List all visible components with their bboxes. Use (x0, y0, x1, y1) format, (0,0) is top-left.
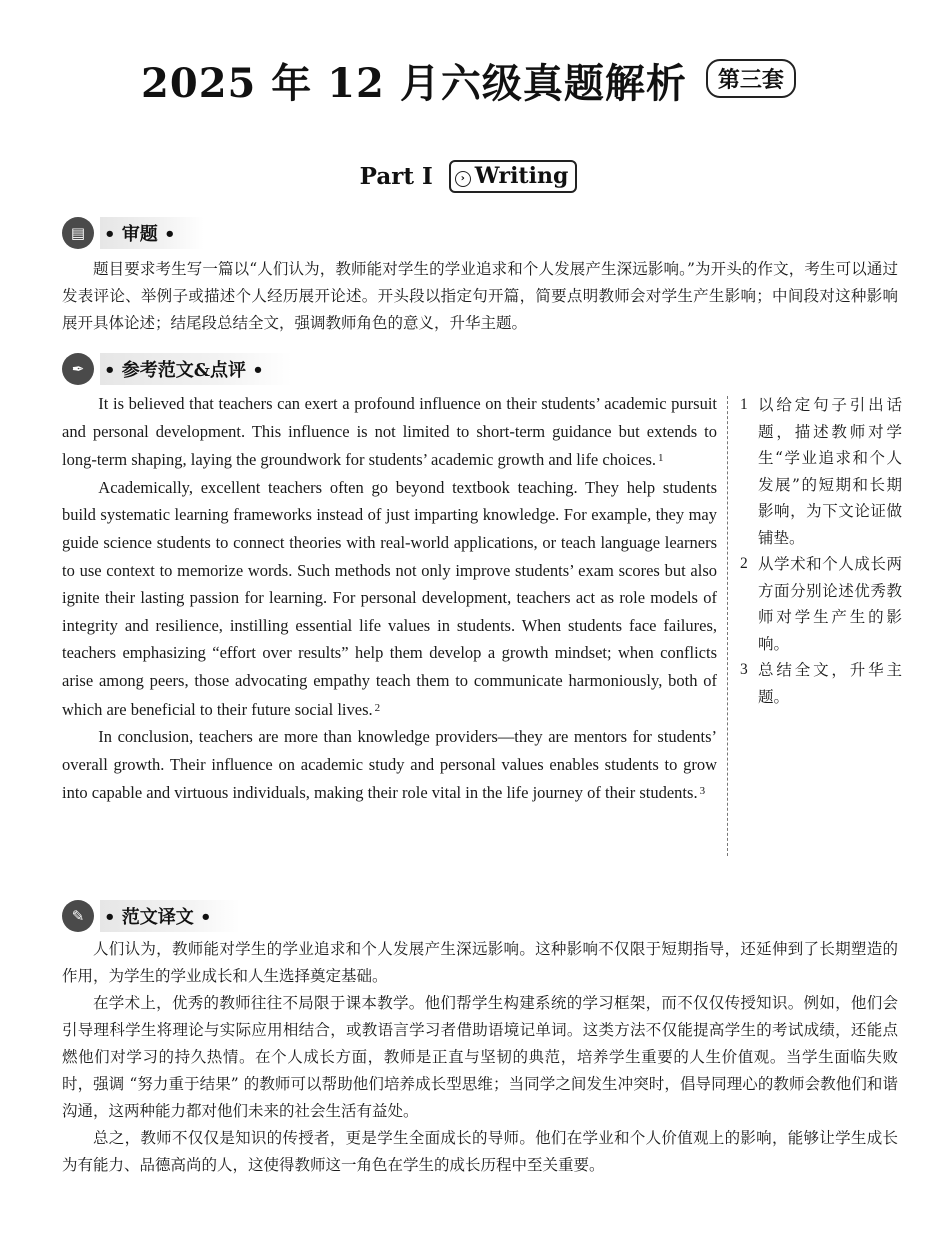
note-number: 1 (740, 396, 748, 413)
set-badge: 第三套 (706, 59, 796, 98)
translation-header (62, 899, 240, 933)
note-text: 总结全文，升华主题。 (758, 661, 902, 706)
note-marker: 2 (374, 701, 381, 714)
section-name: Writing (474, 163, 569, 189)
note-number: 2 (740, 555, 748, 572)
commentary-note (740, 551, 902, 657)
essay-text: Academically, excellent teachers often go beyond textbook teaching. They help students build systematic learning frameworks instead of just imparting knowledge. For example, they may guide science students to connect theories with real-world applications, or teach language learners to use context to memorize words. Such methods not only improve students’ exam scores but also ignite their lasting passion for learning. For personal development, teachers act as role models of integrity and resilience, instilling essential life values in students. When students face failures, teachers emphasizing “effort over results” help them develop a growth mindset; when conflicts arise among peers, those advocating empathy teach them to communicate harmoniously, both of which are beneficial to their future social lives. (62, 477, 717, 719)
chevron-circle-icon: › (455, 171, 471, 187)
part-header (0, 160, 937, 193)
title-row (0, 52, 937, 109)
essay-paragraph (62, 474, 717, 723)
review-title: • 审题 • (100, 217, 204, 249)
review-header (62, 216, 204, 250)
translation-paragraph: 在学术上，优秀的教师往往不局限于课本教学。他们帮学生构建系统的学习框架，而不仅仅传授知识。例如，他们会引导理科学生将理论与实际应用相结合，或教语言学习者借助语境记单词。这类方法不仅能提高学生的考试成绩，还能点燃他们对学习的持久热情。在个人成长方面，教师是正直与坚韧的典范，培养学生重要的人生价值观。当学生面临失败时，强调 “努力重于结果” 的教师可以帮助他们培养成长型思维；当同学之间发生冲突时，倡导同理心的教师会教他们和谐沟通，这两种能力都对他们未来的社会生活有益处。 (62, 994, 898, 1120)
translation-paragraph: 总之，教师不仅仅是知识的传授者，更是学生全面成长的导师。他们在学业和个人价值观上的影响，能够让学生成长为有能力、品德高尚的人，这使得教师这一角色在学生的成长历程中至关重要。 (62, 1129, 898, 1174)
essay-text: In conclusion, teachers are more than knowledge providers—they are mentors for students’ overall growth. Their influence on academic study and personal values enables students to grow into capable and virtuous individuals, making their role vital in the life journey of their students. (62, 727, 717, 803)
note-text: 以给定句子引出话题，描述教师对学生“学业追求和个人发展”的短期和长期影响，为下文论证做铺垫。 (758, 396, 902, 547)
section-pill (449, 160, 578, 193)
note-icon: ▤ (62, 217, 94, 249)
essay-paragraph (62, 390, 717, 474)
notes-divider (727, 396, 728, 856)
sample-title: • 参考范文&点评 • (100, 353, 292, 385)
sample-header (62, 352, 292, 386)
note-text: 从学术和个人成长两方面分别论述优秀教师对学生产生的影响。 (758, 555, 902, 653)
note-marker: 1 (657, 452, 664, 465)
translation-paragraph: 人们认为，教师能对学生的学业追求和个人发展产生深远影响。这种影响不仅限于短期指导，还延伸到了长期塑造的作用，为学生的学业成长和人生选择奠定基础。 (62, 940, 898, 985)
page-title: 2025 年 12 月六级真题解析 (141, 60, 687, 107)
pen-icon: ✒ (62, 353, 94, 385)
essay-paragraph (62, 723, 717, 807)
pencil-icon: ✎ (62, 900, 94, 932)
part-label: Part I (359, 163, 433, 190)
note-number: 3 (740, 661, 748, 678)
sample-essay (62, 390, 717, 807)
commentary-note (740, 657, 902, 710)
translation-title: • 范文译文 • (100, 900, 240, 932)
essay-text: It is believed that teachers can exert a profound influence on their students’ academic pursuit and personal development. This influence is not limited to short-term guidance but extends to long-term shaping, laying the groundwork for students’ academic growth and life choices. (62, 394, 717, 470)
note-marker: 3 (699, 785, 706, 798)
commentary-notes (740, 392, 902, 710)
commentary-note (740, 392, 902, 551)
review-text (62, 256, 898, 337)
translation-text (62, 936, 898, 1179)
review-paragraph: 题目要求考生写一篇以“人们认为，教师能对学生的学业追求和个人发展产生深远影响。”为开头的作文，考生可以通过发表评论、举例子或描述个人经历展开论述。开头段以指定句开篇，简要点明教师会对学生产生影响；中间段对这种影响展开具体论述；结尾段总结全文，强调教师角色的意义，升华主题。 (62, 260, 898, 332)
